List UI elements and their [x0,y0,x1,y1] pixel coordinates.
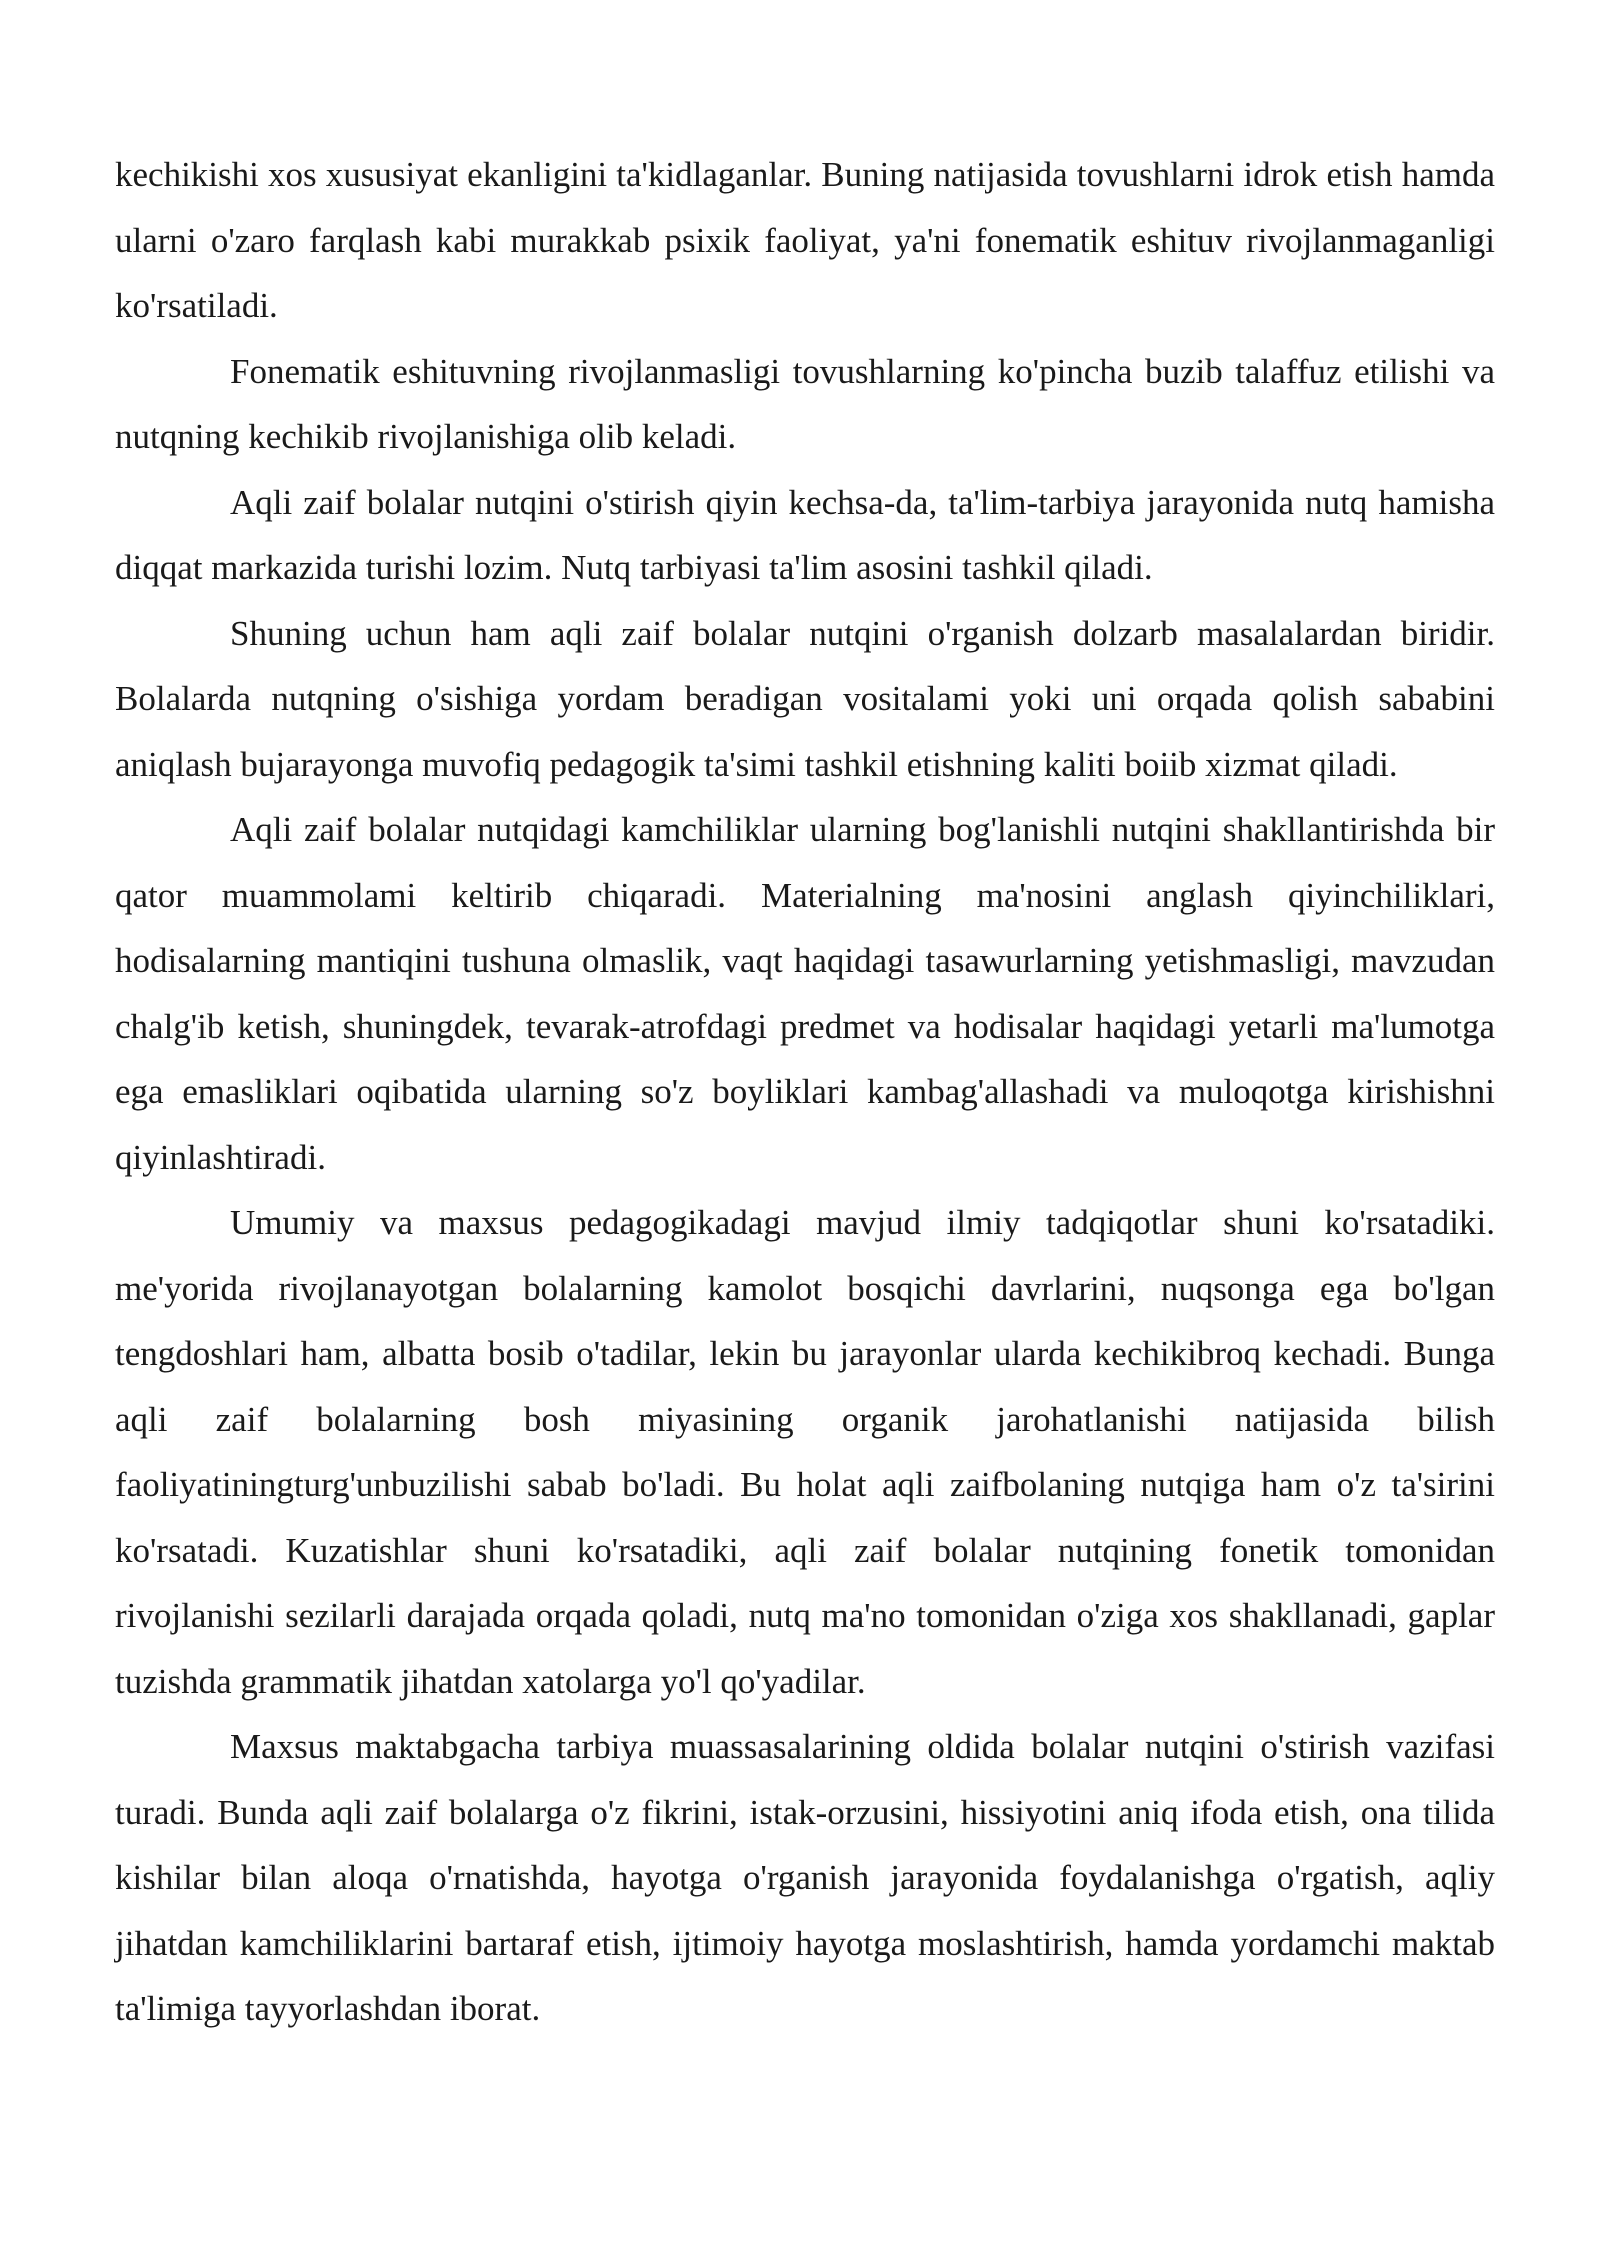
paragraph: Umumiy va maxsus pedagogikadagi mavjud ilmiy tadqiqotlar shuni ko'rsatadiki. me'yorida rivojlanayotgan bolalarning kamolot bosqichi davrlarini, nuqsonga ega bo'lgan tengdoshlari ham, albatta bosib o'tadilar, lekin bu jarayonlar ularda kechikibroq kechadi. Bunga aqli zaif bolalarning bosh miyasining organik jarohatlanishi natijasida bilish faoliyatiningturg'unbuzilishi sabab bo'ladi. Bu holat aqli zaifbolaning nutqiga ham o'z ta'sirini ko'rsatadi. Kuzatishlar shuni ko'rsatadiki, aqli zaif bolalar nutqining fonetik tomonidan rivojlanishi sezilarli darajada orqada qoladi, nutq ma'no tomonidan o'ziga xos shakllanadi, gaplar tuzishda grammatik jihatdan xatolarga yo'l qo'yadilar. [115,1203,1495,1701]
paragraph: Shuning uchun ham aqli zaif bolalar nutqini o'rganish dolzarb masalalardan biridir. Bolalarda nutqning o'sishiga yordam beradigan vositalami yoki uni orqada qolish sababini aniqlash bujarayonga muvofiq pedagogik ta'simi tashkil etishning kaliti boiib xizmat qiladi. [115,613,1495,784]
paragraph: Fonematik eshituvning rivojlanmasligi tovushlarning ko'pincha buzib talaffuz etilishi va nutqning kechikib rivojlanishiga olib keladi. [115,351,1495,456]
paragraph: Maxsus maktabgacha tarbiya muassasalarining oldida bolalar nutqini o'stirish vazifasi turadi. Bunda aqli zaif bolalarga o'z fikrini, istak-orzusini, hissiyotini aniq ifoda etish, ona tilida kishilar bilan aloqa o'rnatishda, hayotga o'rganish jarayonida foydalanishga o'rgatish, aqliy jihatdan kamchiliklarini bartaraf etish, ijtimoiy hayotga moslashtirish, hamda yordamchi maktab ta'limiga tayyorlashdan iborat. [115,1727,1495,2028]
paragraph: Aqli zaif bolalar nutqini o'stirish qiyin kechsa-da, ta'lim-tarbiya jarayonida nutq hamisha diqqat markazida turishi lozim. Nutq tarbiyasi ta'lim asosini tashkil qiladi. [115,482,1495,587]
paragraph-continuation: kechikishi xos xususiyat ekanligini ta'kidlaganlar. Buning natijasida tovushlarni idrok etish hamda ularni o'zaro farqlash kabi murakkab psixik faoliyat, ya'ni fonematik eshituv rivojlanmaganligi ko'rsatiladi. [115,155,1495,325]
paragraph: Aqli zaif bolalar nutqidagi kamchiliklar ularning bog'lanishli nutqini shakllantirishda bir qator muammolami keltirib chiqaradi. Materialning ma'nosini anglash qiyinchiliklari, hodisalarning mantiqini tushuna olmaslik, vaqt haqidagi tasawurlarning yetishmasligi, mavzudan chalg'ib ketish, shuningdek, tevarak-atrofdagi predmet va hodisalar haqidagi yetarli ma'lumotga ega emasliklari oqibatida ularning so'z boyliklari kambag'allashadi va muloqotga kirishishni qiyinlashtiradi. [115,810,1495,1177]
document-page [115,142,1495,2042]
